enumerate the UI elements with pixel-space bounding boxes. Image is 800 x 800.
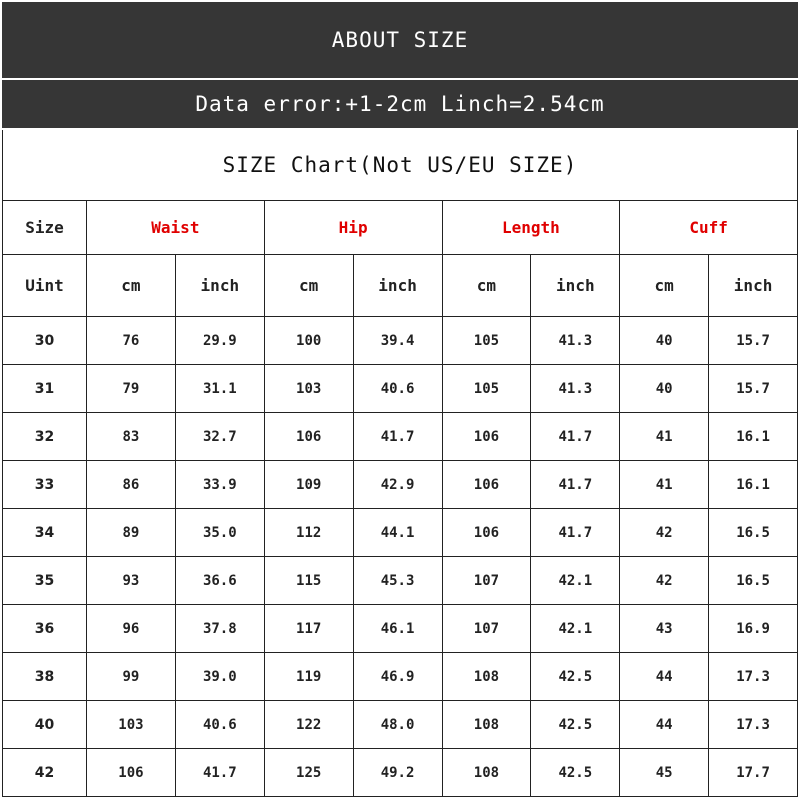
measurement-cell: 42 bbox=[620, 509, 709, 557]
measurement-cell: 115 bbox=[264, 557, 353, 605]
measurement-cell: 96 bbox=[87, 605, 176, 653]
data-error-banner bbox=[2, 80, 798, 128]
size-chart-subtitle: SIZE Chart(Not US/EU SIZE) bbox=[222, 153, 578, 177]
measurement-cell: 108 bbox=[442, 701, 531, 749]
measurement-cell: 100 bbox=[264, 317, 353, 365]
measurement-cell: 108 bbox=[442, 749, 531, 797]
measurement-cell: 42.1 bbox=[531, 557, 620, 605]
unit-cell: inch bbox=[709, 255, 798, 317]
measurement-cell: 17.3 bbox=[709, 701, 798, 749]
measurement-cell: 41.3 bbox=[531, 317, 620, 365]
measurement-cell: 107 bbox=[442, 605, 531, 653]
table-row bbox=[3, 365, 798, 413]
length-header: Length bbox=[442, 201, 620, 255]
measurement-cell: 17.3 bbox=[709, 653, 798, 701]
measurement-cell: 32.7 bbox=[175, 413, 264, 461]
measurement-cell: 15.7 bbox=[709, 317, 798, 365]
unit-cell: cm bbox=[442, 255, 531, 317]
measurement-cell: 41.7 bbox=[531, 413, 620, 461]
size-value: 34 bbox=[3, 509, 87, 557]
unit-cell: cm bbox=[620, 255, 709, 317]
waist-header: Waist bbox=[87, 201, 265, 255]
measurement-cell: 41 bbox=[620, 461, 709, 509]
size-header: Size bbox=[3, 201, 87, 255]
measurement-cell: 16.1 bbox=[709, 413, 798, 461]
size-value: 31 bbox=[3, 365, 87, 413]
data-error-note: Data error:+1-2cm Linch=2.54cm bbox=[195, 92, 605, 116]
measurement-cell: 107 bbox=[442, 557, 531, 605]
measurement-cell: 106 bbox=[264, 413, 353, 461]
measurement-cell: 40.6 bbox=[175, 701, 264, 749]
measurement-cell: 36.6 bbox=[175, 557, 264, 605]
measurement-cell: 44 bbox=[620, 653, 709, 701]
table-row bbox=[3, 413, 798, 461]
measurement-cell: 99 bbox=[87, 653, 176, 701]
measurement-cell: 16.1 bbox=[709, 461, 798, 509]
measurement-cell: 48.0 bbox=[353, 701, 442, 749]
measurement-cell: 29.9 bbox=[175, 317, 264, 365]
table-row bbox=[3, 557, 798, 605]
measurement-cell: 44 bbox=[620, 701, 709, 749]
measurement-cell: 37.8 bbox=[175, 605, 264, 653]
measurement-cell: 108 bbox=[442, 653, 531, 701]
table-row bbox=[3, 653, 798, 701]
table-row bbox=[3, 509, 798, 557]
measurement-cell: 89 bbox=[87, 509, 176, 557]
measurement-cell: 17.7 bbox=[709, 749, 798, 797]
measurement-cell: 46.9 bbox=[353, 653, 442, 701]
measurement-cell: 103 bbox=[87, 701, 176, 749]
measurement-cell: 42.5 bbox=[531, 701, 620, 749]
measurement-cell: 45.3 bbox=[353, 557, 442, 605]
size-value: 38 bbox=[3, 653, 87, 701]
measurement-cell: 106 bbox=[442, 461, 531, 509]
unit-cell: cm bbox=[87, 255, 176, 317]
table-row bbox=[3, 605, 798, 653]
measurement-cell: 16.5 bbox=[709, 509, 798, 557]
measurement-cell: 39.0 bbox=[175, 653, 264, 701]
measurement-cell: 43 bbox=[620, 605, 709, 653]
measurement-cell: 41.3 bbox=[531, 365, 620, 413]
measurement-cell: 42.5 bbox=[531, 749, 620, 797]
size-value: 30 bbox=[3, 317, 87, 365]
measurement-cell: 40 bbox=[620, 317, 709, 365]
unit-cell: inch bbox=[531, 255, 620, 317]
measurement-cell: 41.7 bbox=[531, 509, 620, 557]
measurement-cell: 76 bbox=[87, 317, 176, 365]
size-value: 36 bbox=[3, 605, 87, 653]
measurement-cell: 41.7 bbox=[175, 749, 264, 797]
measurement-cell: 16.9 bbox=[709, 605, 798, 653]
size-chart-banner bbox=[2, 130, 798, 200]
measurement-cell: 39.4 bbox=[353, 317, 442, 365]
measurement-cell: 103 bbox=[264, 365, 353, 413]
size-value: 32 bbox=[3, 413, 87, 461]
measurement-cell: 106 bbox=[87, 749, 176, 797]
unit-cell: inch bbox=[353, 255, 442, 317]
measurement-cell: 106 bbox=[442, 413, 531, 461]
size-value: 35 bbox=[3, 557, 87, 605]
table-row bbox=[3, 461, 798, 509]
measurement-cell: 31.1 bbox=[175, 365, 264, 413]
size-value: 33 bbox=[3, 461, 87, 509]
measurement-cell: 15.7 bbox=[709, 365, 798, 413]
measurement-cell: 42.5 bbox=[531, 653, 620, 701]
unit-header: Uint bbox=[3, 255, 87, 317]
measurement-cell: 106 bbox=[442, 509, 531, 557]
measurement-cell: 109 bbox=[264, 461, 353, 509]
measurement-cell: 105 bbox=[442, 365, 531, 413]
measurement-cell: 42 bbox=[620, 557, 709, 605]
measurement-cell: 112 bbox=[264, 509, 353, 557]
cuff-header: Cuff bbox=[620, 201, 798, 255]
unit-cell: inch bbox=[175, 255, 264, 317]
measurement-cell: 46.1 bbox=[353, 605, 442, 653]
size-table bbox=[2, 200, 798, 797]
table-header-row bbox=[3, 201, 798, 255]
measurement-cell: 16.5 bbox=[709, 557, 798, 605]
measurement-cell: 41 bbox=[620, 413, 709, 461]
measurement-cell: 117 bbox=[264, 605, 353, 653]
measurement-cell: 41.7 bbox=[353, 413, 442, 461]
measurement-cell: 42.1 bbox=[531, 605, 620, 653]
measurement-cell: 122 bbox=[264, 701, 353, 749]
hip-header: Hip bbox=[264, 201, 442, 255]
table-row bbox=[3, 701, 798, 749]
size-value: 42 bbox=[3, 749, 87, 797]
size-value: 40 bbox=[3, 701, 87, 749]
measurement-cell: 105 bbox=[442, 317, 531, 365]
measurement-cell: 93 bbox=[87, 557, 176, 605]
unit-cell: cm bbox=[264, 255, 353, 317]
measurement-cell: 49.2 bbox=[353, 749, 442, 797]
measurement-cell: 79 bbox=[87, 365, 176, 413]
measurement-cell: 83 bbox=[87, 413, 176, 461]
measurement-cell: 33.9 bbox=[175, 461, 264, 509]
measurement-cell: 119 bbox=[264, 653, 353, 701]
table-row bbox=[3, 317, 798, 365]
measurement-cell: 42.9 bbox=[353, 461, 442, 509]
measurement-cell: 40 bbox=[620, 365, 709, 413]
about-size-banner bbox=[2, 2, 798, 78]
measurement-cell: 44.1 bbox=[353, 509, 442, 557]
measurement-cell: 40.6 bbox=[353, 365, 442, 413]
measurement-cell: 86 bbox=[87, 461, 176, 509]
measurement-cell: 41.7 bbox=[531, 461, 620, 509]
page-title: ABOUT SIZE bbox=[331, 28, 469, 52]
measurement-cell: 35.0 bbox=[175, 509, 264, 557]
measurement-cell: 125 bbox=[264, 749, 353, 797]
unit-row bbox=[3, 255, 798, 317]
table-row bbox=[3, 749, 798, 797]
measurement-cell: 45 bbox=[620, 749, 709, 797]
